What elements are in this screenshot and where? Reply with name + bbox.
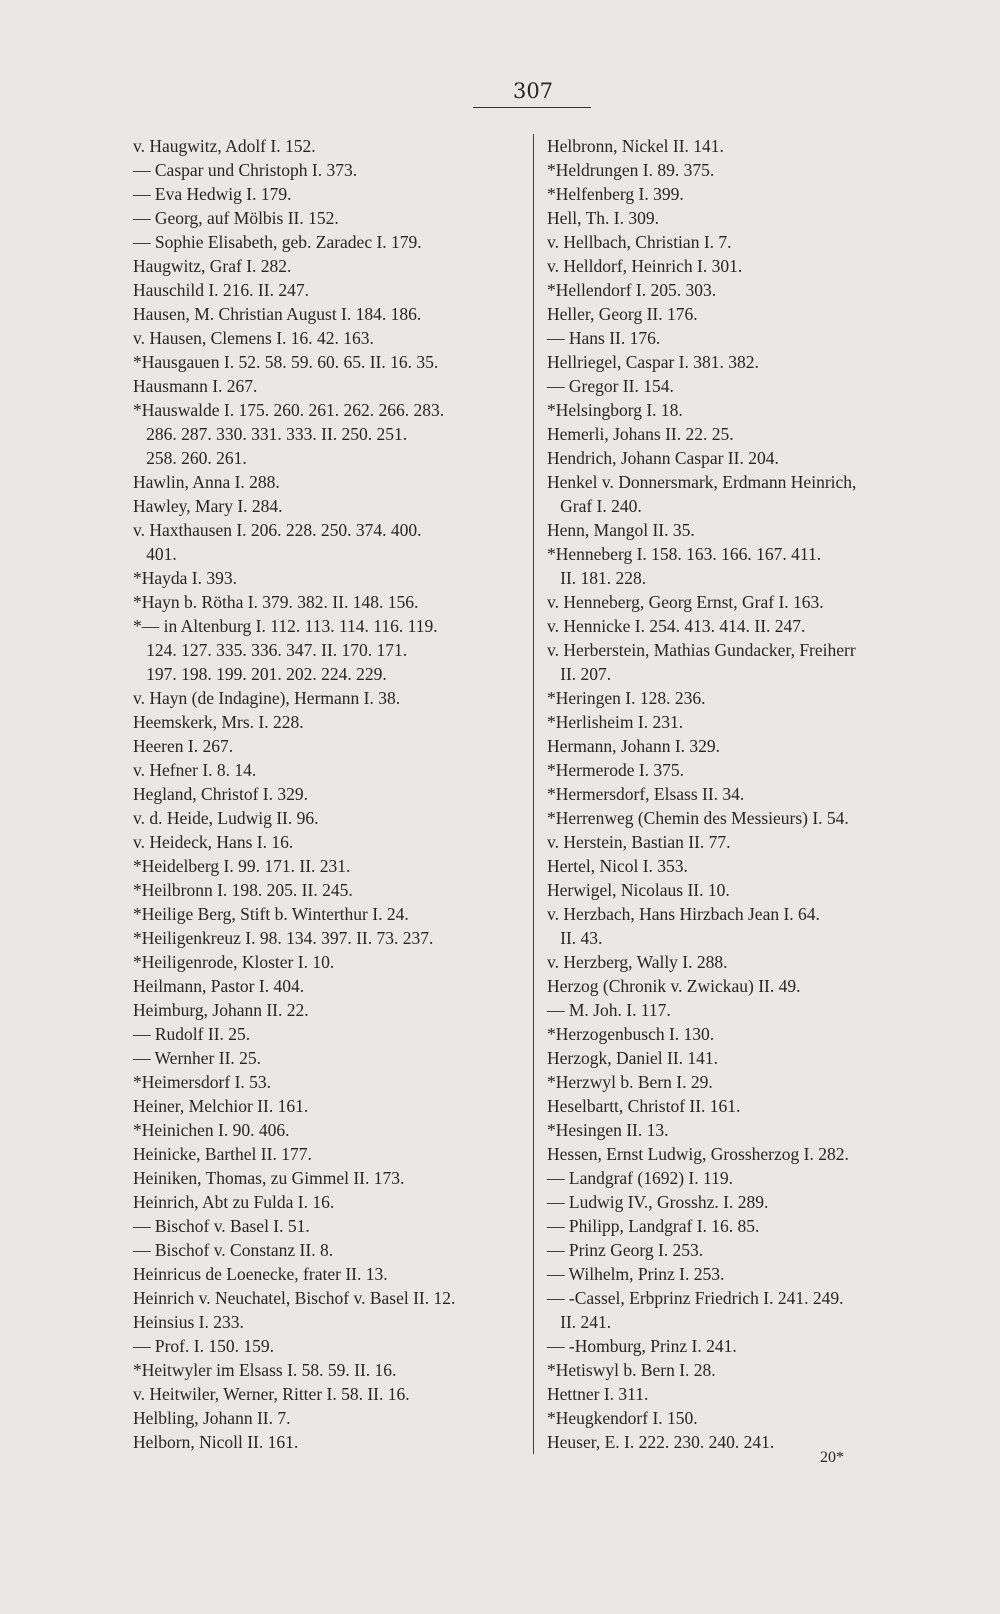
index-entry: *Heiligenkreuz I. 98. 134. 397. II. 73. 237.: [133, 928, 434, 948]
index-column-left: [133, 134, 525, 1454]
index-entry: — Wernher II. 25.: [133, 1048, 262, 1068]
index-entry: v. Henneberg, Georg Ernst, Graf I. 163.: [547, 592, 824, 612]
index-entry: Herzogk, Daniel II. 141.: [547, 1048, 719, 1068]
index-entry: Hermann, Johann I. 329.: [547, 736, 721, 756]
index-entry: *Heitwyler im Elsass I. 58. 59. II. 16.: [133, 1360, 397, 1380]
index-entry: *Heiligenrode, Kloster I. 10.: [133, 952, 335, 972]
index-entry: Heeren I. 267.: [133, 736, 234, 756]
index-entry: *Herrenweg (Chemin des Messieurs) I. 54.: [547, 808, 849, 828]
index-entry: *Hauswalde I. 175. 260. 261. 262. 266. 283.: [133, 400, 445, 420]
index-entry: Heimburg, Johann II. 22.: [133, 1000, 309, 1020]
index-entry: Heilmann, Pastor I. 404.: [133, 976, 305, 996]
index-entry: *— in Altenburg I. 112. 113. 114. 116. 119.: [133, 616, 438, 636]
index-entry: v. Hefner I. 8. 14.: [133, 760, 257, 780]
index-entry: v. Hausen, Clemens I. 16. 42. 163.: [133, 328, 374, 348]
index-entry: 258. 260. 261.: [133, 448, 247, 468]
index-entry: v. Herstein, Bastian II. 77.: [547, 832, 731, 852]
index-entry: Heiner, Melchior II. 161.: [133, 1096, 309, 1116]
index-entry: — Hans II. 176.: [547, 328, 661, 348]
index-entry: *Heringen I. 128. 236.: [547, 688, 706, 708]
index-entry: — Sophie Elisabeth, geb. Zaradec I. 179.: [133, 232, 422, 252]
index-entry: — Eva Hedwig I. 179.: [133, 184, 292, 204]
index-entry: Heinrich, Abt zu Fulda I. 16.: [133, 1192, 335, 1212]
index-entry: Hausen, M. Christian August I. 184. 186.: [133, 304, 422, 324]
index-entry: — Caspar und Christoph I. 373.: [133, 160, 358, 180]
index-entry: Henn, Mangol II. 35.: [547, 520, 695, 540]
index-entry: Henkel v. Donnersmark, Erdmann Heinrich,: [547, 472, 857, 492]
index-entry: Helbronn, Nickel II. 141.: [547, 136, 724, 156]
index-entry: Heinsius I. 233.: [133, 1312, 244, 1332]
index-entry: Hemerli, Johans II. 22. 25.: [547, 424, 734, 444]
index-entry: Hausmann I. 267.: [133, 376, 258, 396]
index-entry: — Bischof v. Constanz II. 8.: [133, 1240, 334, 1260]
index-entry: Hendrich, Johann Caspar II. 204.: [547, 448, 779, 468]
index-entry: *Helfenberg I. 399.: [547, 184, 684, 204]
index-entry: Hawley, Mary I. 284.: [133, 496, 283, 516]
index-entry: *Henneberg I. 158. 163. 166. 167. 411.: [547, 544, 822, 564]
index-entry: Helborn, Nicoll II. 161.: [133, 1432, 299, 1452]
index-entry: Hell, Th. I. 309.: [547, 208, 659, 228]
index-entry: Heinrich v. Neuchatel, Bischof v. Basel II. 12.: [133, 1288, 456, 1308]
index-entry: *Heinichen I. 90. 406.: [133, 1120, 290, 1140]
page-number: 307: [512, 79, 554, 103]
index-entry: *Heilige Berg, Stift b. Winterthur I. 24.: [133, 904, 409, 924]
index-entry: Heuser, E. I. 222. 230. 240. 241.: [547, 1432, 775, 1452]
index-entry: — Landgraf (1692) I. 119.: [547, 1168, 733, 1188]
index-entry: Heller, Georg II. 176.: [547, 304, 698, 324]
index-entry: — Prof. I. 150. 159.: [133, 1336, 274, 1356]
index-entry: v. Herzbach, Hans Hirzbach Jean I. 64.: [547, 904, 820, 924]
index-entry: — Prinz Georg I. 253.: [547, 1240, 704, 1260]
index-entry: 197. 198. 199. 201. 202. 224. 229.: [133, 664, 387, 684]
index-entry: — Gregor II. 154.: [547, 376, 674, 396]
index-entry: *Hausgauen I. 52. 58. 59. 60. 65. II. 16. 35.: [133, 352, 439, 372]
index-entry: Hauschild I. 216. II. 247.: [133, 280, 309, 300]
index-entry: *Hayda I. 393.: [133, 568, 238, 588]
index-entry: — Rudolf II. 25.: [133, 1024, 251, 1044]
index-entry: *Hellendorf I. 205. 303.: [547, 280, 717, 300]
index-entry: *Hayn b. Rötha I. 379. 382. II. 148. 156.: [133, 592, 419, 612]
index-entry: *Helsingborg I. 18.: [547, 400, 683, 420]
index-entry: — -Homburg, Prinz I. 241.: [547, 1336, 737, 1356]
index-entry: Graf I. 240.: [547, 496, 642, 516]
index-entry: — Wilhelm, Prinz I. 253.: [547, 1264, 725, 1284]
index-entry: v. Helldorf, Heinrich I. 301.: [547, 256, 743, 276]
index-entry: v. d. Heide, Ludwig II. 96.: [133, 808, 319, 828]
index-entry: Herzog (Chronik v. Zwickau) II. 49.: [547, 976, 801, 996]
index-entry: — Ludwig IV., Grosshz. I. 289.: [547, 1192, 769, 1212]
index-entry: — Bischof v. Basel I. 51.: [133, 1216, 310, 1236]
index-entry: *Heidelberg I. 99. 171. II. 231.: [133, 856, 351, 876]
index-entry: Heinicke, Barthel II. 177.: [133, 1144, 312, 1164]
index-entry: 286. 287. 330. 331. 333. II. 250. 251.: [133, 424, 408, 444]
index-column-right: [547, 134, 947, 1454]
index-entry: v. Hennicke I. 254. 413. 414. II. 247.: [547, 616, 806, 636]
index-entry: v. Heideck, Hans I. 16.: [133, 832, 294, 852]
index-entry: *Herzogenbusch I. 130.: [547, 1024, 715, 1044]
index-entry: Hertel, Nicol I. 353.: [547, 856, 688, 876]
index-entry: II. 241.: [547, 1312, 612, 1332]
index-entry: v. Herzberg, Wally I. 288.: [547, 952, 728, 972]
index-entry: II. 207.: [547, 664, 612, 684]
index-entry: Helbling, Johann II. 7.: [133, 1408, 291, 1428]
index-entry: Heiniken, Thomas, zu Gimmel II. 173.: [133, 1168, 405, 1188]
index-entry: Hegland, Christof I. 329.: [133, 784, 308, 804]
index-entry: *Hermersdorf, Elsass II. 34.: [547, 784, 745, 804]
index-entry: Hawlin, Anna I. 288.: [133, 472, 280, 492]
index-entry: *Herlisheim I. 231.: [547, 712, 684, 732]
index-entry: Hessen, Ernst Ludwig, Grossherzog I. 282.: [547, 1144, 849, 1164]
index-entry: — M. Joh. I. 117.: [547, 1000, 671, 1020]
index-entry: v. Herberstein, Mathias Gundacker, Freiherr: [547, 640, 856, 660]
index-entry: *Hermerode I. 375.: [547, 760, 685, 780]
index-entry: — -Cassel, Erbprinz Friedrich I. 241. 249.: [547, 1288, 844, 1308]
index-entry: Hellriegel, Caspar I. 381. 382.: [547, 352, 759, 372]
index-entry: II. 43.: [547, 928, 603, 948]
index-entry: *Heimersdorf I. 53.: [133, 1072, 272, 1092]
index-entry: 401.: [133, 544, 177, 564]
index-entry: *Heldrungen I. 89. 375.: [547, 160, 715, 180]
index-entry: v. Hellbach, Christian I. 7.: [547, 232, 732, 252]
index-entry: v. Haxthausen I. 206. 228. 250. 374. 400.: [133, 520, 422, 540]
index-entry: *Herzwyl b. Bern I. 29.: [547, 1072, 713, 1092]
index-entry: v. Heitwiler, Werner, Ritter I. 58. II. 16.: [133, 1384, 410, 1404]
index-entry: — Philipp, Landgraf I. 16. 85.: [547, 1216, 760, 1236]
index-entry: v. Haugwitz, Adolf I. 152.: [133, 136, 316, 156]
column-divider: [533, 134, 534, 1454]
index-entry: — Georg, auf Mölbis II. 152.: [133, 208, 339, 228]
header-rule: [473, 107, 591, 108]
index-entry: Heemskerk, Mrs. I. 228.: [133, 712, 304, 732]
index-entry: Heselbartt, Christof II. 161.: [547, 1096, 741, 1116]
index-entry: Herwigel, Nicolaus II. 10.: [547, 880, 730, 900]
index-entry: *Heilbronn I. 198. 205. II. 245.: [133, 880, 353, 900]
index-entry: *Hesingen II. 13.: [547, 1120, 669, 1140]
index-entry: 124. 127. 335. 336. 347. II. 170. 171.: [133, 640, 408, 660]
index-entry: *Hetiswyl b. Bern I. 28.: [547, 1360, 716, 1380]
index-entry: Hettner I. 311.: [547, 1384, 649, 1404]
index-entry: *Heugkendorf I. 150.: [547, 1408, 698, 1428]
index-entry: Heinricus de Loenecke, frater II. 13.: [133, 1264, 388, 1284]
signature-mark: 20*: [820, 1449, 844, 1466]
index-entry: II. 181. 228.: [547, 568, 647, 588]
index-entry: v. Hayn (de Indagine), Hermann I. 38.: [133, 688, 401, 708]
index-entry: Haugwitz, Graf I. 282.: [133, 256, 292, 276]
